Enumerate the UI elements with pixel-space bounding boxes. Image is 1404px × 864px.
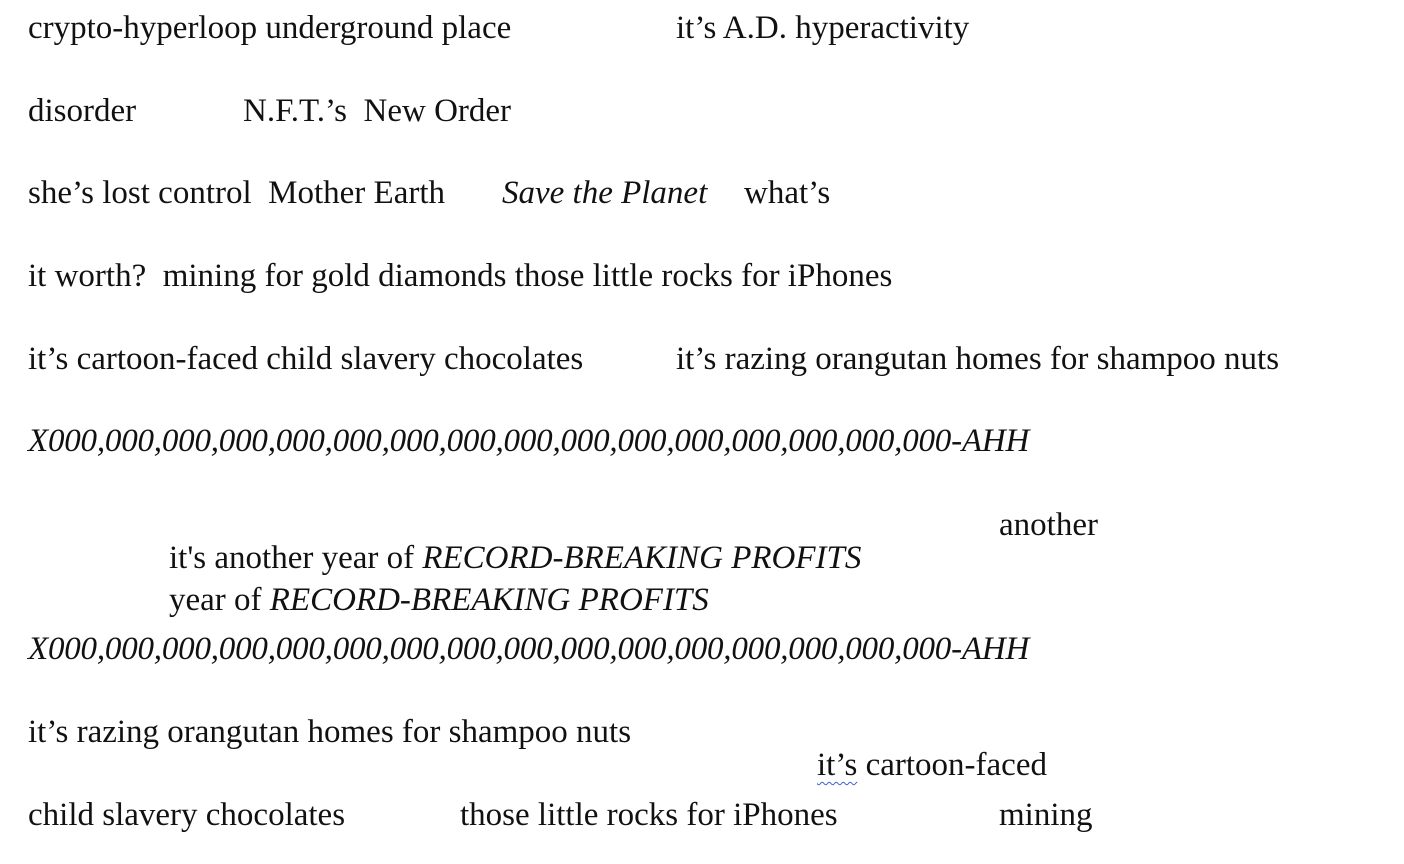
poem-text-italic: X000,000,000,000,000,000,000,000,000,000,000,000,000,000,000,000-AHH [28,631,1030,667]
poem-text: it worth? mining for gold diamonds those little rocks for iPhones [28,258,893,294]
poem-text: it’s cartoon-faced child slavery chocolates [28,341,584,377]
poem-text: mining [999,797,1093,833]
poem-text: another [999,507,1098,543]
poem-text: what’s [744,175,831,211]
poem-text: year of [169,582,270,618]
poem-text: it’s razing orangutan homes for shampoo nuts [676,341,1280,377]
poem-text: cartoon-faced [857,747,1047,783]
poem-text: disorder [28,93,137,129]
poem-text: crypto-hyperloop underground place [28,10,512,46]
poem-text: it’s razing orangutan homes for shampoo nuts [28,714,632,750]
poem-text-italic: RECORD-BREAKING PROFITS [422,540,862,576]
poem-text: it’s A.D. hyperactivity [676,10,970,46]
poem-text: child slavery chocolates [28,797,346,833]
poem-text: N.F.T.’s New Order [243,93,512,129]
poem-text-italic: RECORD-BREAKING PROFITS [269,582,709,618]
poem-text-italic: Save the Planet [502,175,708,211]
poem-text: it's another year of [169,540,423,576]
spellcheck-flagged-word[interactable]: it’s [817,747,858,783]
poem-text: she’s lost control Mother Earth [28,175,446,211]
poem-text: those little rocks for iPhones [460,797,838,833]
poem-text-italic: X000,000,000,000,000,000,000,000,000,000,000,000,000,000,000,000-AHH [28,423,1030,459]
